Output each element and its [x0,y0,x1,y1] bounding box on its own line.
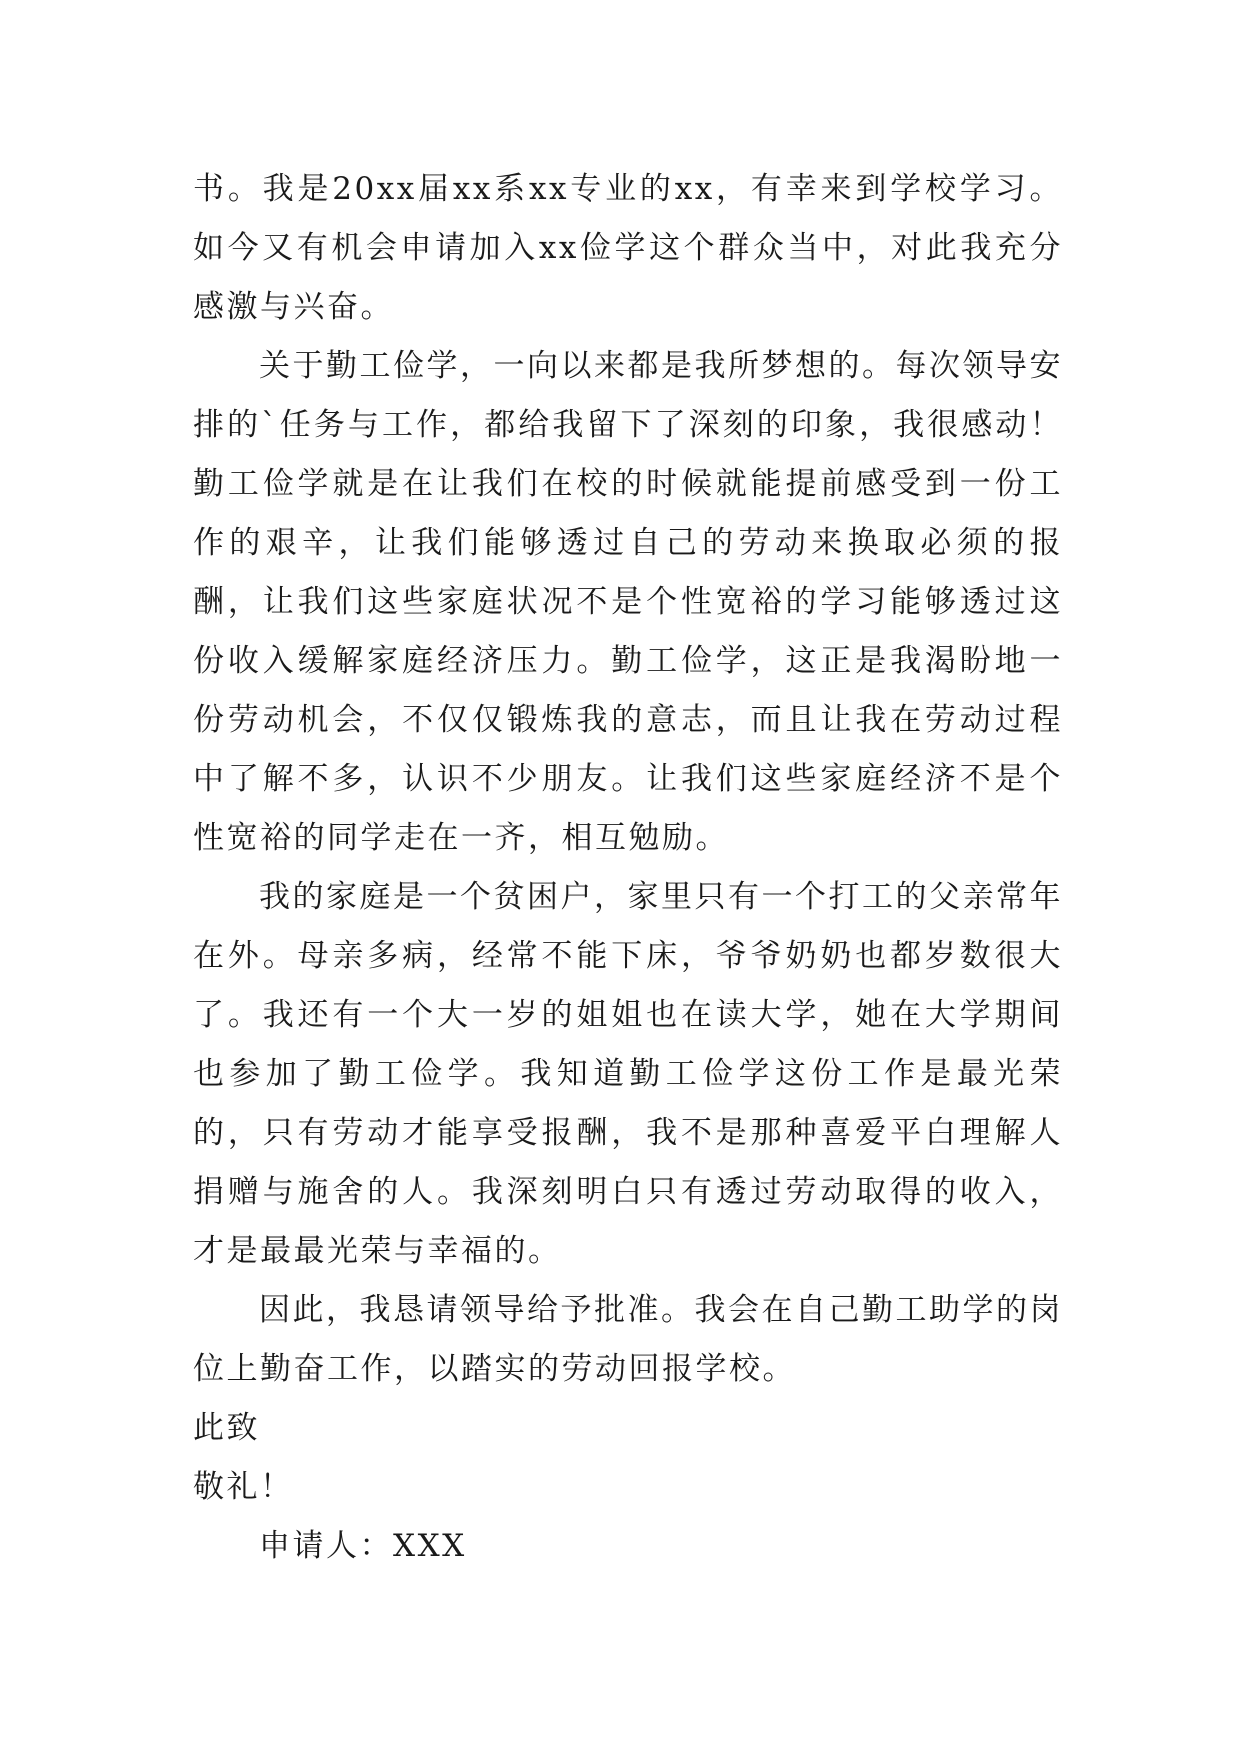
closing-salutation: 此致 [193,1410,260,1446]
paragraph-family: 我的家庭是一个贫困户，家里只有一个打工的父亲常年在外。母亲多病，经常不能下床，爷爷奶奶也都岁数很大了。我还有一个大一岁的姐姐也在读大学，她在大学期间也参加了勤工俭学。我知道勤工俭学这份工作是最光荣的，只有劳动才能享受报酬，我不是那种喜爱平白理解人捐赠与施舍的人。我深刻明白只有透过劳动取得的收入，才是最最光荣与幸福的。 [193,879,1063,1269]
paragraph-request: 因此，我恳请领导给予批准。我会在自己勤工助学的岗位上勤奋工作，以踏实的劳动回报学校。 [193,1292,1063,1387]
paragraph-motivation: 关于勤工俭学，一向以来都是我所梦想的。每次领导安排的`任务与工作，都给我留下了深刻的印象，我很感动！勤工俭学就是在让我们在校的时候就能提前感受到一份工作的艰辛，让我们能够透过自己的劳动来换取必须的报酬，让我们这些家庭状况不是个性宽裕的学习能够透过这份收入缓解家庭经济压力。勤工俭学，这正是我渴盼地一份劳动机会，不仅仅锻炼我的意志，而且让我在劳动过程中了解不多，认识不少朋友。让我们这些家庭经济不是个性宽裕的同学走在一齐，相互勉励。 [193,348,1063,856]
applicant-signature: 申请人：XXX [259,1528,467,1564]
paragraph-intro: 书。我是20xx届xx系xx专业的xx，有幸来到学校学习。如今又有机会申请加入xx俭学这个群众当中，对此我充分感激与兴奋。 [193,171,1063,325]
closing-regards: 敬礼！ [193,1469,294,1505]
letter-body [193,160,1063,1576]
